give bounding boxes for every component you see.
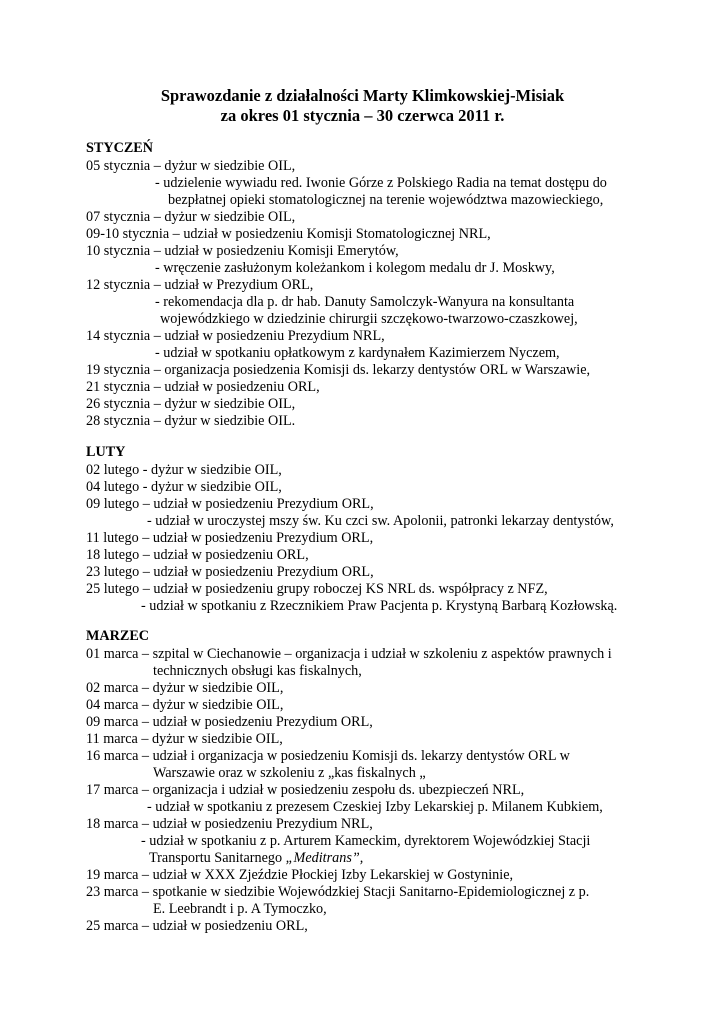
entry-line: 18 marca – udział w posiedzeniu Prezydium NRL, — [86, 816, 373, 832]
section-heading-styczen: STYCZEŃ — [86, 140, 154, 156]
entry-line: 04 lutego - dyżur w siedzibie OIL, — [86, 479, 282, 495]
entry-line: 23 lutego – udział w posiedzeniu Prezydium ORL, — [86, 564, 374, 580]
entry-line: 17 marca – organizacja i udział w posiedzeniu zespołu ds. ubezpieczeń NRL, — [86, 782, 525, 798]
entry-line: 04 marca – dyżur w siedzibie OIL, — [86, 697, 284, 713]
entry-line: 11 lutego – udział w posiedzeniu Prezydium ORL, — [86, 530, 374, 546]
entry-line: - udział w spotkaniu opłatkowym z kardynałem Kazimierzem Nyczem, — [155, 345, 560, 361]
entry-line: - udzielenie wywiadu red. Iwonie Górze z Polskiego Radia na temat dostępu do — [155, 175, 607, 191]
entry-line: 09 lutego – udział w posiedzeniu Prezydium ORL, — [86, 496, 374, 512]
entry-line: 10 stycznia – udział w posiedzeniu Komisji Emerytów, — [86, 243, 399, 259]
entry-line: 21 stycznia – udział w posiedzeniu ORL, — [86, 379, 320, 395]
entry-line: 28 stycznia – dyżur w siedzibie OIL. — [86, 413, 296, 429]
entry-line: 23 marca – spotkanie w siedzibie Wojewódzkiej Stacji Sanitarno-Epidemiologicznej z p. — [86, 884, 590, 900]
entry-line: Warszawie oraz w szkoleniu z „kas fiskalnych „ — [153, 765, 426, 781]
entry-line: E. Leebrandt i p. A Tymoczko, — [153, 901, 327, 917]
entry-line: - udział w spotkaniu z p. Arturem Kameckim, dyrektorem Wojewódzkiej Stacji — [141, 833, 591, 849]
section-heading-marzec: MARZEC — [86, 628, 150, 644]
entry-line: 11 marca – dyżur w siedzibie OIL, — [86, 731, 283, 747]
entry-line: - wręczenie zasłużonym koleżankom i kolegom medalu dr J. Moskwy, — [155, 260, 555, 276]
entry-line: - udział w spotkaniu z prezesem Czeskiej Izby Lekarskiej p. Milanem Kubkiem, — [147, 799, 603, 815]
entry-line: 25 marca – udział w posiedzeniu ORL, — [86, 918, 308, 934]
entry-line: 19 marca – udział w XXX Zjeździe Płockiej Izby Lekarskiej w Gostyninie, — [86, 867, 514, 883]
entry-line: 14 stycznia – udział w posiedzeniu Prezydium NRL, — [86, 328, 385, 344]
entry-line: - udział w uroczystej mszy św. Ku czci sw. Apolonii, patronki lekarzay dentystów, — [147, 513, 614, 529]
entry-line: 18 lutego – udział w posiedzeniu ORL, — [86, 547, 309, 563]
entry-line: 05 stycznia – dyżur w siedzibie OIL, — [86, 158, 296, 174]
entry-line — [149, 850, 363, 867]
entry-line: 09 marca – udział w posiedzeniu Prezydium ORL, — [86, 714, 373, 730]
document-title-line-2: za okres 01 stycznia – 30 czerwca 2011 r. — [220, 106, 505, 125]
section-heading-luty: LUTY — [86, 444, 126, 460]
entry-line: 02 marca – dyżur w siedzibie OIL, — [86, 680, 284, 696]
entry-line: wojewódzkiego w dziedzinie chirurgii szczękowo-twarzowo-czaszkowej, — [160, 311, 578, 327]
entry-line: 02 lutego - dyżur w siedzibie OIL, — [86, 462, 282, 478]
entry-line: - udział w spotkaniu z Rzecznikiem Praw Pacjenta p. Krystyną Barbarą Kozłowską. — [141, 598, 618, 614]
entry-line: 16 marca – udział i organizacja w posiedzeniu Komisji ds. lekarzy dentystów ORL w — [86, 748, 570, 764]
entry-line: 09-10 stycznia – udział w posiedzeniu Komisji Stomatologicznej NRL, — [86, 226, 491, 242]
entry-line: 12 stycznia – udział w Prezydium ORL, — [86, 277, 314, 293]
entry-line: 19 stycznia – organizacja posiedzenia Komisji ds. lekarzy dentystów ORL w Warszawie, — [86, 362, 591, 378]
entry-line-italic: „Meditrans”, — [285, 850, 364, 866]
document-title-line-1: Sprawozdanie z działalności Marty Klimkowskiej-Misiak — [160, 86, 565, 105]
entry-line: - rekomendacja dla p. dr hab. Danuty Samolczyk-Wanyura na konsultanta — [155, 294, 575, 310]
entry-line: 26 stycznia – dyżur w siedzibie OIL, — [86, 396, 296, 412]
entry-line-text: Transportu Sanitarnego — [149, 850, 283, 866]
entry-line: 25 lutego – udział w posiedzeniu grupy roboczej KS NRL ds. współpracy z NFZ, — [86, 581, 548, 597]
entry-line: bezpłatnej opieki stomatologicznej na terenie województwa mazowieckiego, — [168, 192, 604, 208]
entry-line: 07 stycznia – dyżur w siedzibie OIL, — [86, 209, 296, 225]
entry-line: 01 marca – szpital w Ciechanowie – organizacja i udział w szkoleniu z aspektów prawnych i — [86, 646, 612, 662]
entry-line: technicznych obsługi kas fiskalnych, — [153, 663, 362, 679]
